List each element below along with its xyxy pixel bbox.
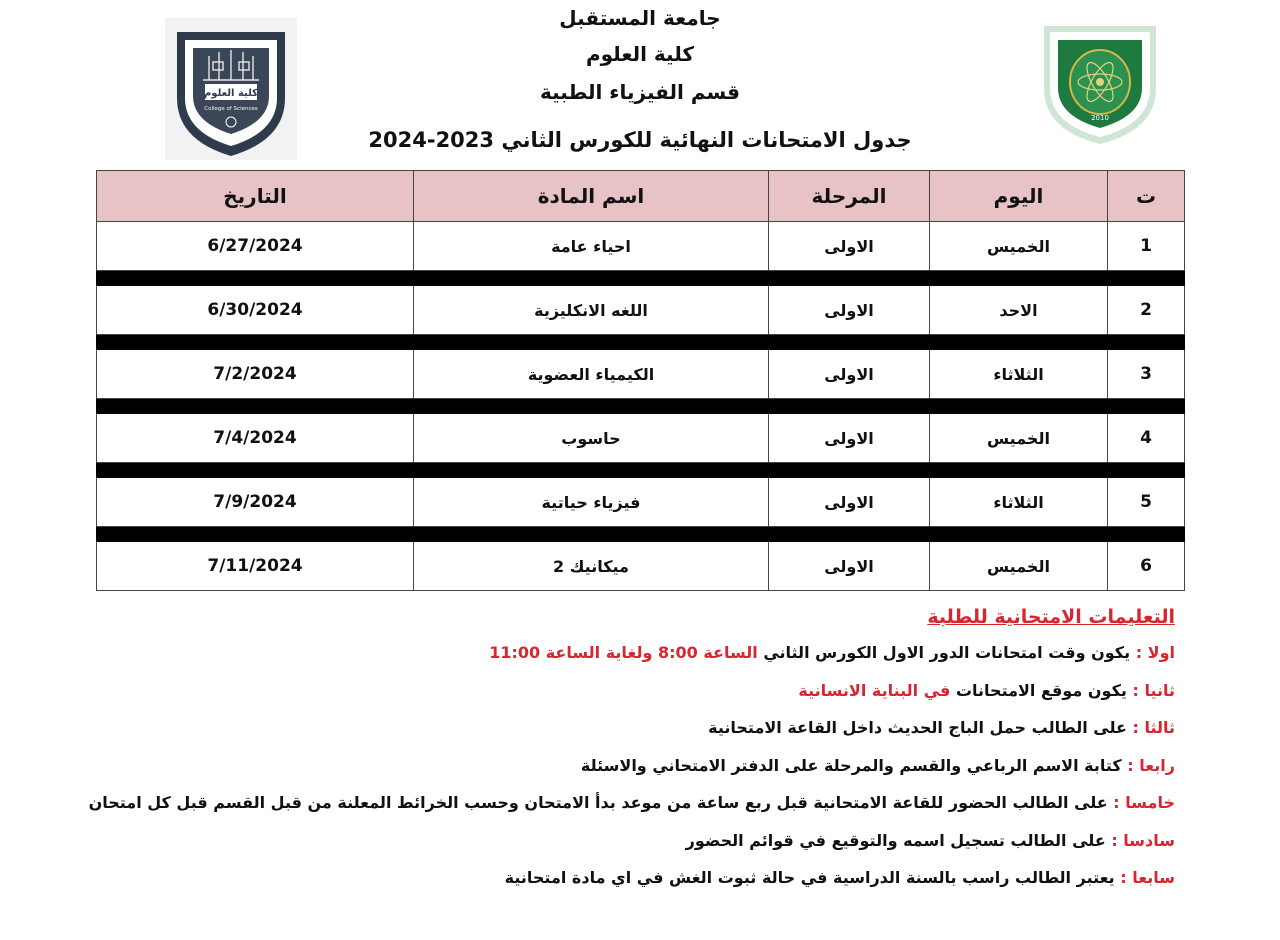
college-of-sciences-logo	[165, 18, 297, 160]
row-date: 6/30/2024	[97, 286, 414, 335]
row-day: الاحد	[930, 286, 1108, 335]
university-name: جامعة المستقبل	[559, 6, 721, 30]
instruction-highlight: الساعة 8:00 ولغاية الساعة 11:00	[489, 643, 758, 662]
instruction-item	[35, 784, 1175, 822]
instruction-text: يعتبر الطالب راسب بالسنة الدراسية في حالة ثبوت الغش في اي مادة امتحانية	[504, 868, 1121, 887]
instruction-lead: ثالثا :	[1132, 718, 1175, 737]
row-number: 4	[1108, 414, 1185, 463]
row-separator	[97, 463, 1185, 478]
instruction-lead: سابعا :	[1120, 868, 1175, 887]
instructions-title: التعليمات الامتحانية للطلبة	[927, 606, 1175, 628]
row-date: 7/11/2024	[97, 542, 414, 591]
exam-schedule-table	[96, 170, 1185, 591]
row-number: 3	[1108, 350, 1185, 399]
row-stage: الاولى	[769, 478, 930, 527]
row-subject: اللغه الانكليزية	[414, 286, 769, 335]
instruction-item	[35, 859, 1175, 897]
header-number: ت	[1108, 171, 1185, 222]
instruction-lead: رابعا :	[1127, 755, 1175, 775]
row-day: الخميس	[930, 222, 1108, 271]
row-number: 5	[1108, 478, 1185, 527]
row-separator	[97, 399, 1185, 414]
university-emblem-logo	[1036, 16, 1164, 148]
logo-right-year: 2010	[1091, 114, 1109, 122]
instruction-item	[35, 709, 1175, 747]
table-row	[97, 222, 1185, 271]
row-stage: الاولى	[769, 350, 930, 399]
row-date: 6/27/2024	[97, 222, 414, 271]
header-date: التاريخ	[97, 171, 414, 222]
table-row	[97, 542, 1185, 591]
header-stage: المرحلة	[769, 171, 930, 222]
table-row	[97, 414, 1185, 463]
row-day: الخميس	[930, 542, 1108, 591]
table-row	[97, 286, 1185, 335]
department-name: قسم الفيزياء الطبية	[540, 80, 740, 104]
table-header-row	[97, 171, 1185, 222]
row-subject: ميكانيك 2	[414, 542, 769, 591]
instruction-lead: سادسا :	[1111, 830, 1175, 850]
row-subject: احياء عامة	[414, 222, 769, 271]
row-subject: حاسوب	[414, 414, 769, 463]
table-row	[97, 350, 1185, 399]
instruction-item	[35, 822, 1175, 860]
row-day: الثلاثاء	[930, 350, 1108, 399]
row-date: 7/9/2024	[97, 478, 414, 527]
row-stage: الاولى	[769, 542, 930, 591]
instruction-item	[35, 672, 1175, 710]
row-separator	[97, 271, 1185, 286]
row-number: 6	[1108, 542, 1185, 591]
instruction-lead: ثانيا :	[1132, 680, 1175, 700]
instruction-text: على الطالب تسجيل اسمه والتوقيع في قوائم الحضور	[685, 830, 1112, 850]
college-name: كلية العلوم	[585, 42, 695, 66]
instruction-text: يكون وقت امتحانات الدور الاول الكورس الثاني	[757, 643, 1136, 662]
instruction-item	[35, 747, 1175, 785]
row-separator	[97, 527, 1185, 542]
row-number: 1	[1108, 222, 1185, 271]
instruction-item	[35, 634, 1175, 672]
instruction-lead: اولا :	[1135, 643, 1175, 662]
row-date: 7/4/2024	[97, 414, 414, 463]
instruction-text: على الطالب حمل الباج الحديث داخل القاعة الامتحانية	[708, 718, 1133, 737]
instruction-text: يكون موقع الامتحانات	[950, 680, 1133, 700]
header-subject: اسم المادة	[414, 171, 769, 222]
instruction-lead: خامسا :	[1113, 793, 1175, 812]
logo-left-subtitle: College of Sciences	[204, 106, 258, 112]
exam-instructions	[35, 600, 1175, 897]
row-subject: الكيمياء العضوية	[414, 350, 769, 399]
row-subject: فيزياء حياتية	[414, 478, 769, 527]
row-day: الخميس	[930, 414, 1108, 463]
page-title: جدول الامتحانات النهائية للكورس الثاني 2023-2024	[368, 128, 912, 152]
instruction-text: كتابة الاسم الرباعي والقسم والمرحلة على الدفتر الامتحاني والاسئلة	[580, 755, 1128, 775]
table-row	[97, 478, 1185, 527]
row-day: الثلاثاء	[930, 478, 1108, 527]
row-stage: الاولى	[769, 286, 930, 335]
row-stage: الاولى	[769, 414, 930, 463]
row-stage: الاولى	[769, 222, 930, 271]
row-date: 7/2/2024	[97, 350, 414, 399]
logo-left-title: كلية العلوم	[203, 88, 259, 99]
row-number: 2	[1108, 286, 1185, 335]
header-day: اليوم	[930, 171, 1108, 222]
instruction-text: على الطالب الحضور للقاعة الامتحانية قبل ربع ساعة من موعد بدأ الامتحان وحسب الخرائط المعلنة من قبل القسم قبل كل امتحان	[88, 793, 1114, 812]
row-separator	[97, 335, 1185, 350]
instruction-highlight: في البناية الانسانية	[798, 680, 951, 700]
